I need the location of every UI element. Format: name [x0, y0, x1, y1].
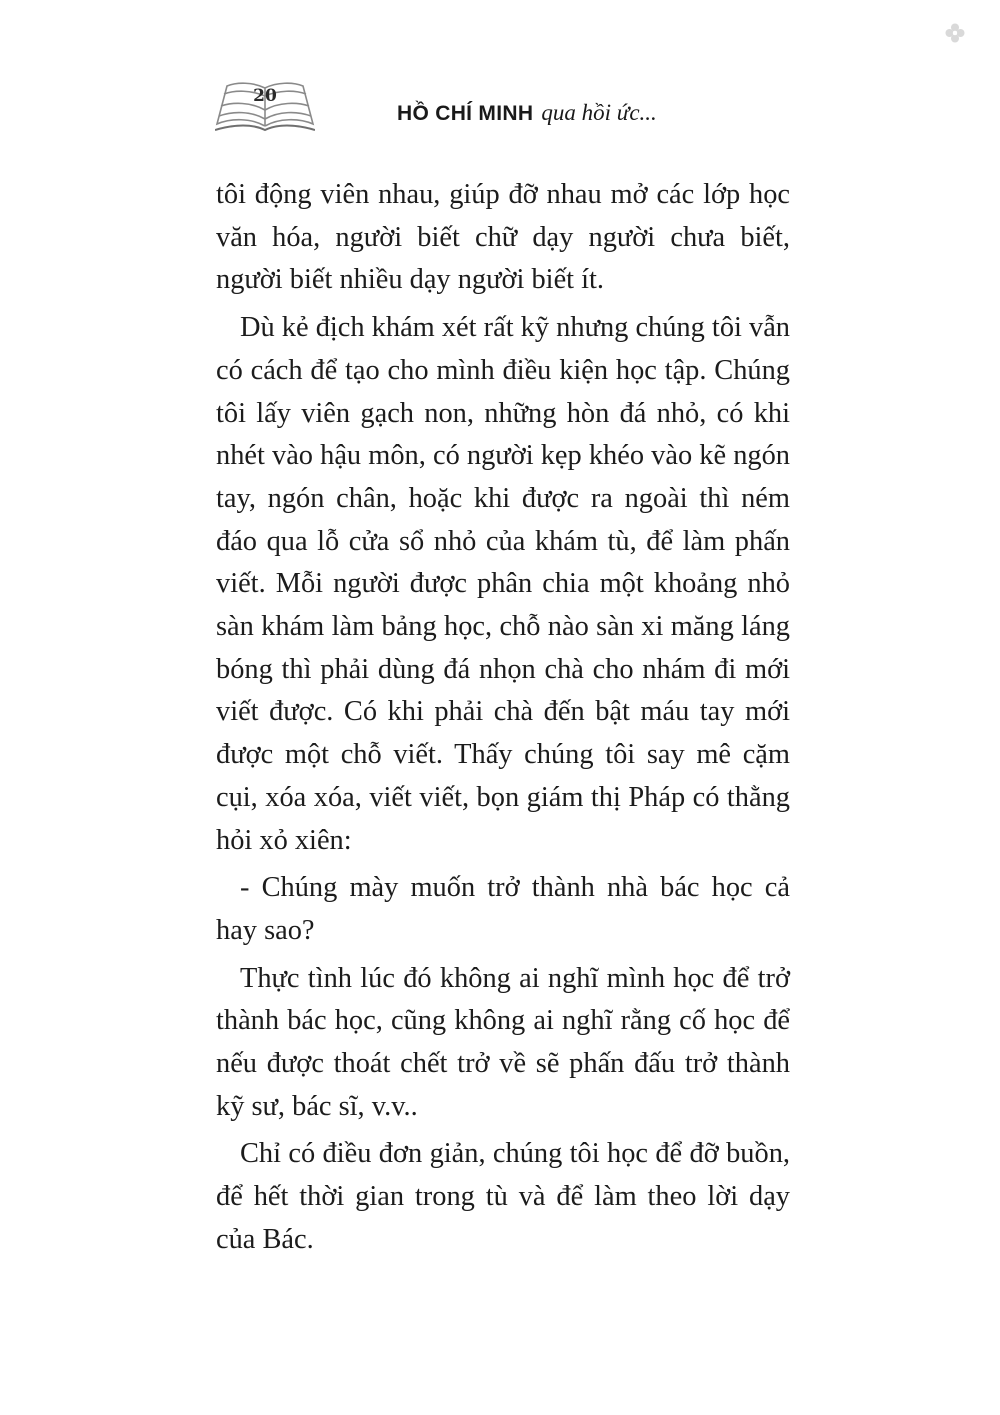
- flower-mark-icon: [944, 22, 966, 44]
- paragraph: tôi động viên nhau, giúp đỡ nhau mở các lớp học văn hóa, người biết chữ dạy người chưa biết, người biết nhiều dạy người biết ít.: [216, 179, 790, 296]
- paragraph: Chỉ có điều đơn giản, chúng tôi học để đỡ buồn, để hết thời gian trong tù và để làm theo lời dạy của Bác.: [216, 1138, 790, 1255]
- book-title-main: HỒ CHÍ MINH: [397, 102, 534, 125]
- paragraph: Thực tình lúc đó không ai nghĩ mình học để trở thành bác học, cũng không ai nghĩ rằng cố học để nếu được thoát chết trở về sẽ phấn đấu trở thành kỹ sư, bác sĩ, v.v..: [216, 962, 790, 1122]
- page-number: 20: [253, 86, 277, 106]
- book-title: [397, 100, 657, 126]
- dialogue-line: - Chúng mày muốn trở thành nhà bác học cả hay sao?: [216, 872, 790, 946]
- body-text: [216, 174, 790, 1262]
- paragraph: Dù kẻ địch khám xét rất kỹ nhưng chúng tôi vẫn có cách để tạo cho mình điều kiện học tập. Chúng tôi lấy viên gạch non, những hòn đá nhỏ, có khi nhét vào hậu môn, có người kẹp khéo vào kẽ ngón tay, ngón chân, hoặc khi được ra ngoài thì ném đáo qua lỗ cửa sổ nhỏ của khám tù, để làm phấn viết. Mỗi người được phân chia một khoảng nhỏ sàn khám làm bảng học, chỗ nào sàn xi măng láng bóng thì phải dùng đá nhọn chà cho nhám đi mới viết được. Có khi phải chà đến bật máu tay mới được một chỗ viết. Thấy chúng tôi say mê cặm cụi, xóa xóa, viết viết, bọn giám thị Pháp có thằng hỏi xỏ xiên:: [216, 312, 790, 856]
- running-header: [215, 80, 795, 140]
- book-title-sub: qua hồi ức...: [541, 100, 657, 125]
